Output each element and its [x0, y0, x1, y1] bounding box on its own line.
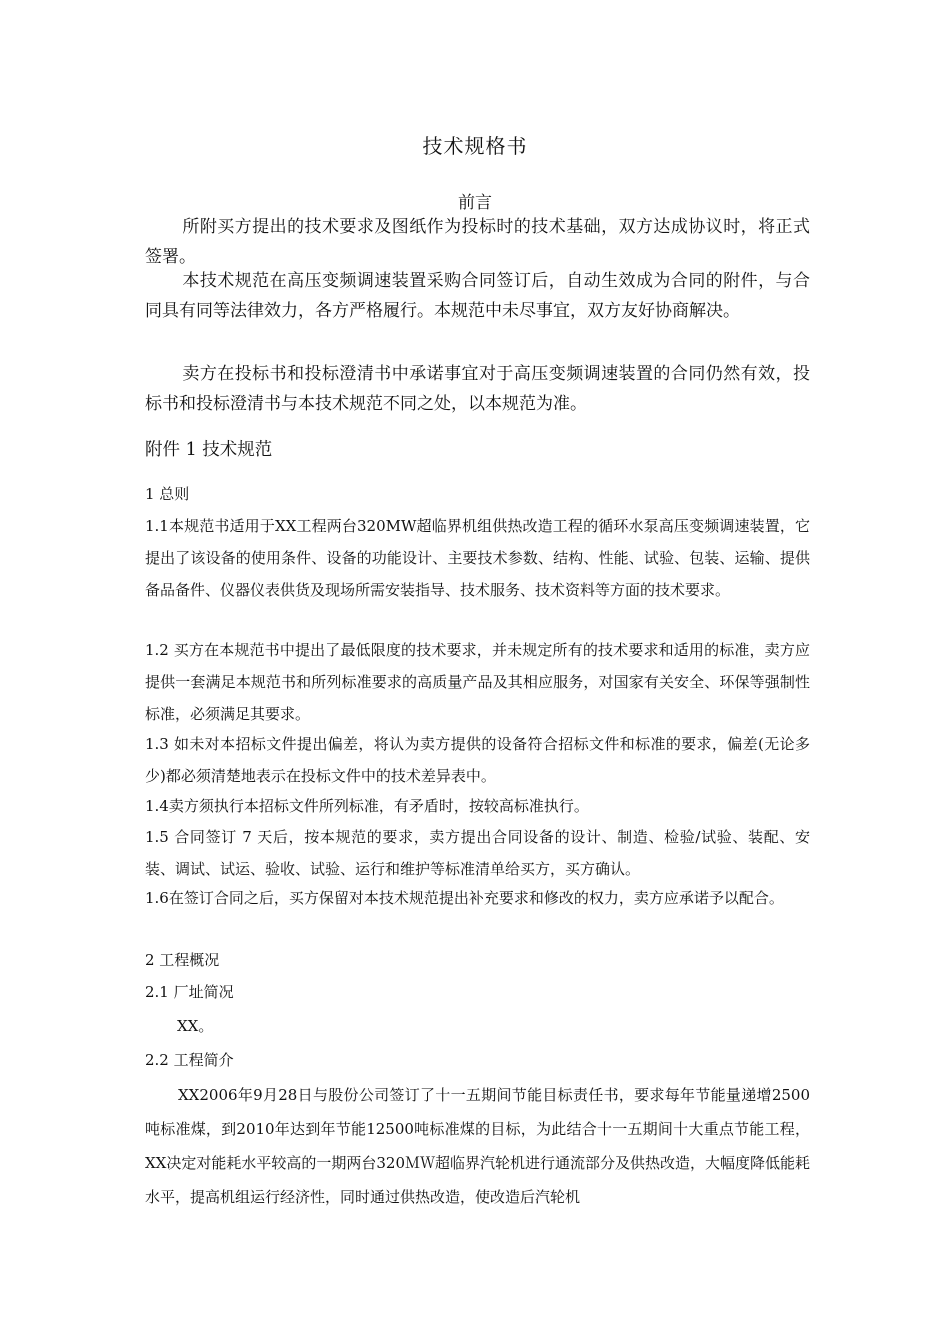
section-1-1: 1.1本规范书适用于XX工程两台320MW超临界机组供热改造工程的循环水泵高压变频调速装置，它提出了该设备的使用条件、设备的功能设计、主要技术参数、结构、性能、试验、包装、运输、提供备品备件、仪器仪表供货及现场所需安装指导、技术服务、技术资料等方面的技术要求。: [145, 517, 810, 599]
preface-paragraph-3: 卖方在投标书和投标澄清书中承诺事宜对于高压变频调速装置的合同仍然有效，投标书和投标澄清书与本技术规范不同之处，以本规范为准。: [145, 364, 810, 414]
section-2-heading: 2 工程概况: [145, 951, 220, 969]
preface-paragraph-2: 本技术规范在高压变频调速装置采购合同签订后，自动生效成为合同的附件，与合同具有同等法律效力，各方严格履行。本规范中未尽事宜，双方友好协商解决。: [145, 271, 810, 321]
section-1-heading: 1 总则: [145, 485, 190, 503]
annex-title: 附件 1 技术规范: [145, 440, 273, 460]
section-1-6: 1.6在签订合同之后，买方保留对本技术规范提出补充要求和修改的权力，卖方应承诺予以配合。: [145, 889, 784, 907]
preface-title: 前言: [458, 193, 492, 213]
section-1-2: 1.2 买方在本规范书中提出了最低限度的技术要求，并未规定所有的技术要求和适用的标准，卖方应提供一套满足本规范书和所列标准要求的高质量产品及其相应服务，对国家有关安全、环保等强制性标准，必须满足其要求。: [145, 641, 810, 723]
preface-paragraph-1: 所附买方提出的技术要求及图纸作为投标时的技术基础，双方达成协议时，将正式签署。: [145, 217, 810, 267]
section-2-1-heading: 2.1 厂址简况: [145, 983, 234, 1001]
section-1-4: 1.4卖方须执行本招标文件所列标准，有矛盾时，按较高标准执行。: [145, 797, 589, 815]
document-title: 技术规格书: [422, 134, 528, 158]
section-2-2-body: XX2006年9月28日与股份公司签订了十一五期间节能目标责任书，要求每年节能量递增2500吨标准煤，到2010年达到年节能12500吨标准煤的目标，为此结合十一五期间十大重点节能工程，XX决定对能耗水平较高的一期两台320ＭＷ超临界汽轮机进行通流部分及供热改造，大幅度降低能耗水平，提高机组运行经济性，同时通过供热改造，使改造后汽轮机: [145, 1086, 810, 1206]
section-2-1-body: XX。: [177, 1017, 214, 1035]
section-2-2-heading: 2.2 工程简介: [145, 1051, 234, 1069]
section-1-3: 1.3 如未对本招标文件提出偏差，将认为卖方提供的设备符合招标文件和标准的要求，偏差(无论多少)都必须清楚地表示在投标文件中的技术差异表中。: [145, 735, 810, 785]
section-1-5: 1.5 合同签订 7 天后，按本规范的要求，卖方提出合同设备的设计、制造、检验/试验、装配、安装、调试、试运、验收、试验、运行和维护等标准清单给买方，买方确认。: [145, 828, 810, 878]
